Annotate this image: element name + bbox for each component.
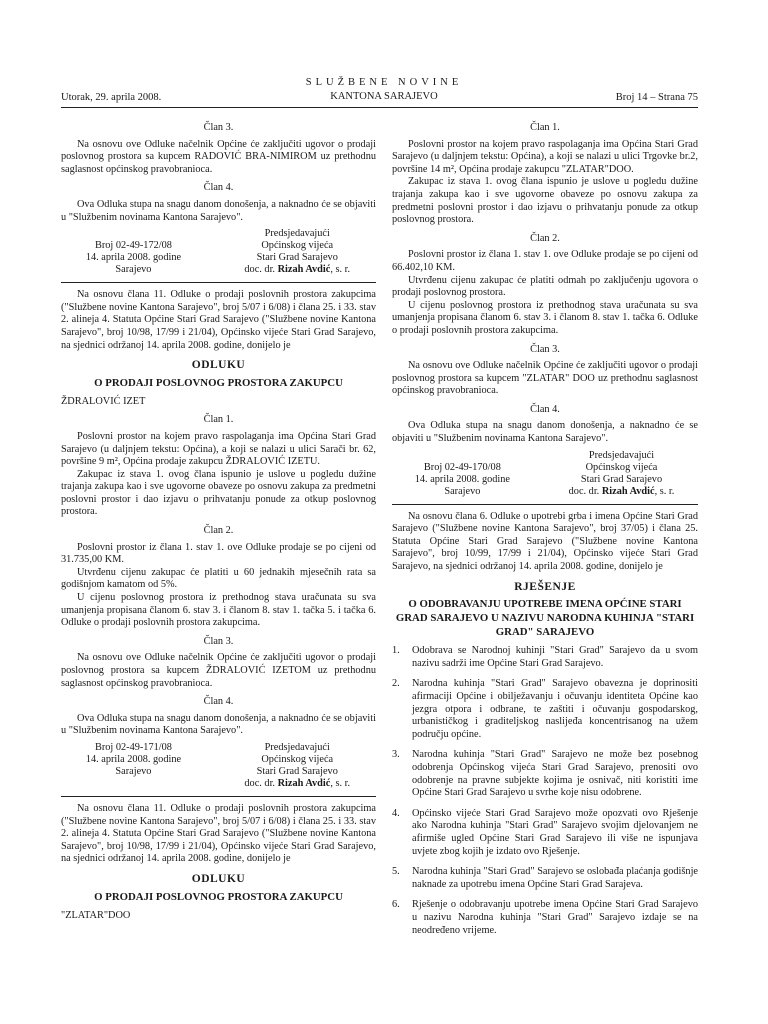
decision-subtitle: O PRODAJI POSLOVNOG PROSTORA ZAKUPCU bbox=[94, 890, 343, 903]
article-heading: Član 1. bbox=[530, 122, 560, 133]
preamble: Na osnovu člana 11. Odluke o prodaji poslovnih prostora zakupcima ("Službene novine Kantona Sarajevo", broj 5/07 i 6/08) i člana 25. i 33. stav 2. alineja 4. Statuta Općine Stari Grad Sarajevo ("Službene novine Kantona Sarajevo", broj 10/98, 17/99 i 21/04), Općinsko vijeće Stari Grad Sarajevo, na sjednici održanoj 14. aprila 2008. godine, donijelo je bbox=[61, 289, 376, 351]
signatory bbox=[219, 228, 377, 276]
section-divider bbox=[392, 504, 698, 505]
signature-block bbox=[392, 450, 698, 498]
article-text: U cijenu poslovnog prostora iz prethodnog stava uračunata su sva umanjenja propisana članom 6. stav 3. i članom 8. stav 1. tačka 6. Odluke o prodaji poslovnih prostora zakupcima. bbox=[392, 299, 698, 336]
article-text: Zakupac iz stava 1. ovog člana ispunio je uslove u pogledu dužine trajanja zakupa kao i sve ugovorne obaveze po osnovu zakupa za predmetni poslovni prostor i dao izjavu o prihvatanju ponude za otkup poslovnog prostora. bbox=[61, 468, 376, 518]
list-item: 1. Odobrava se Narodnoj kuhinji "Stari Grad" Sarajevo da u svom nazivu sadrži ime Općine Stari Grad Sarajevo. bbox=[392, 645, 698, 669]
signatory-role: Predsjedavajući bbox=[264, 741, 330, 753]
article-text: Poslovni prostor na kojem pravo raspolaganja ima Općina Stari Grad Sarajevo (u daljnjem tekstu: Općina), a koji se nalazi u ulici Trgovke br.2, površine 14 m², Općina prodaje zakupcu "ZLATAR"DOO. bbox=[392, 138, 698, 175]
list-item: 2. Narodna kuhinja "Stari Grad" Sarajevo obavezna je doprinositi afirmaciji Općine i obilježavanju i očuvanju identiteta Općine kao jezgra otpora i odbrane, te zaštiti i očuvanju gospodarskog, urbanističkog i graditeljskog naslijeđa koncentrisanog na užem području općine. bbox=[392, 678, 698, 740]
article-heading: Član 3. bbox=[530, 343, 560, 355]
page-number: Broj 14 – Strana 75 bbox=[615, 92, 698, 103]
reference-number: Broj 02-49-172/08 bbox=[94, 240, 172, 252]
reference-place: Sarajevo bbox=[444, 485, 481, 497]
reference-place: Sarajevo bbox=[115, 264, 152, 276]
article-text: Na osnovu ove Odluke načelnik Općine će zaključiti ugovor o prodaji poslovnog prostora sa kupcem ŽDRALOVIĆ IZETOM uz prethodnu saglasnost općinskog pravobranioca. bbox=[61, 652, 376, 689]
article-text: Utvrđenu cijenu zakupac će platiti u 60 jednakih mjesečnih rata sa godišnjom kamatom od 5%. bbox=[61, 566, 376, 591]
article-text: Poslovni prostor na kojem pravo raspolaganja ima Općina Stari Grad Sarajevo (u daljnjem tekstu: Općina), a koji se nalazi u ulici Sarači br. 62, površine 9 m², Općina prodaje zakupcu ŽDRALOVIĆ IZETU. bbox=[61, 430, 376, 468]
document-reference bbox=[61, 228, 206, 276]
left-column bbox=[61, 116, 376, 928]
decision-title: RJEŠENJE bbox=[514, 580, 576, 593]
article-text: Na osnovu ove Odluke načelnik Općine će zaključiti ugovor o prodaji poslovnog prostora sa kupcem "ZLATAR" DOO uz prethodnu saglasnost općinskog pravobranioca. bbox=[392, 360, 698, 397]
article-heading: Član 1. bbox=[203, 414, 234, 426]
article-text: Na osnovu ove Odluke načelnik Općine će zaključiti ugovor o prodaji poslovnog prostora sa kupcem RADOVIĆ BRA-NIMIROM uz prethodnu saglasnost općinskog pravobranioca. bbox=[61, 138, 376, 175]
article-text: Ova Odluka stupa na snagu danom donošenja, a naknadno će se objaviti u "Službenim novinama Kantona Sarajevo". bbox=[61, 198, 376, 223]
decision-title: ODLUKU bbox=[191, 872, 246, 885]
article-heading: Član 3. bbox=[203, 635, 234, 647]
article-heading: Član 3. bbox=[203, 122, 234, 133]
article-text: Utvrđenu cijenu zakupac će platiti odmah po zaključenju ugovora o prodaji poslovnog prostora. bbox=[392, 274, 698, 299]
reference-place: Sarajevo bbox=[115, 765, 152, 777]
publication-title-line1: SLUŽBENE NOVINE bbox=[305, 77, 463, 88]
article-text: Ova Odluka stupa na snagu danom donošenja, a naknadno će se objaviti u "Službenim novinama Kantona Sarajevo". bbox=[61, 712, 376, 737]
signatory-body: Općinskog vijeća bbox=[261, 240, 334, 252]
list-item: 4. Općinsko vijeće Stari Grad Sarajevo može opozvati ovo Rješenje ako Narodna kuhinja "Stari Grad" Sarajevo svojim djelovanjem ne afirmiše ugled Općine Stari Grad Sarajevo ili više ne ispunjava uvjete zbog kojih je izdato ovo Rješenje. bbox=[392, 807, 698, 857]
signatory bbox=[219, 742, 377, 790]
article-heading: Član 4. bbox=[203, 182, 234, 194]
reference-number: Broj 02-49-170/08 bbox=[423, 461, 501, 473]
decision-items bbox=[392, 645, 698, 937]
preamble: Na osnovu člana 6. Odluke o upotrebi grba i imena Općine Stari Grad Sarajevo ("Službene novine Kantona Sarajevo", broj 37/05) i člana 25. Statuta Općine Stari Grad Sarajevo ("Službene novine Kantona Sarajevo", broj 10/99, 17/99 i 21/04), Općinsko vijeće Stari Grad Sarajevo, na sjednici održanoj 14. aprila 2008. godine, donijelo je bbox=[392, 510, 698, 573]
signatory-name: doc. dr. Rizah Avdić, s. r. bbox=[244, 264, 351, 276]
signatory-body: Općinskog vijeća bbox=[585, 461, 658, 473]
buyer-name: ŽDRALOVIĆ IZET bbox=[61, 395, 146, 407]
section-divider bbox=[61, 282, 376, 283]
header-divider bbox=[61, 107, 698, 108]
article-text: Poslovni prostor iz člana 1. stav 1. ove Odluke prodaje se po cijeni od 31.735,00 KM. bbox=[61, 541, 376, 566]
signatory-municipality: Stari Grad Sarajevo bbox=[580, 473, 663, 485]
article-heading: Član 4. bbox=[530, 403, 560, 415]
signatory-name: doc. dr. Rizah Avdić, s. r. bbox=[244, 777, 351, 789]
list-item: 5. Narodna kuhinja "Stari Grad" Sarajevo se oslobađa plaćanja godišnje naknade za upotrebu imena Općine Stari Grad Sarajeva. bbox=[392, 866, 698, 890]
article-heading: Član 2. bbox=[530, 232, 560, 244]
reference-date: 14. aprila 2008. godine bbox=[85, 753, 182, 765]
right-column bbox=[392, 116, 698, 945]
signatory-municipality: Stari Grad Sarajevo bbox=[256, 252, 338, 264]
publication-title-line2: KANTONA SARAJEVO bbox=[330, 91, 438, 102]
article-text: U cijenu poslovnog prostora iz prethodnog stava uračunata su sva umanjenja propisana članom 6. stav 3. i članom 8. stav 1. tačka 5. i tačka 6. Odluke o prodaji poslovnih prostora zakupcima. bbox=[61, 592, 376, 629]
document-reference bbox=[392, 450, 533, 498]
article-heading: Član 4. bbox=[203, 696, 234, 708]
list-item: 3. Narodna kuhinja "Stari Grad" Sarajevo ne može bez posebnog odobrenja Općinskog vijeća Stari Grad Sarajevo, prenositi ovo odobrenje na pravne subjekte kojima je osnivač, niti koristiti ime Općine Stari Grad Sarajevo u svrhe koje nisu odobrene. bbox=[392, 749, 698, 799]
signatory-role: Predsjedavajući bbox=[588, 449, 655, 461]
signature-block bbox=[61, 742, 376, 790]
reference-date: 14. aprila 2008. godine bbox=[414, 473, 510, 485]
buyer-name: "ZLATAR"DOO bbox=[61, 909, 131, 921]
section-divider bbox=[61, 796, 376, 797]
article-text: Ova Odluka stupa na snagu danom donošenja, a naknadno će se objaviti u "Službenim novinama Kantona Sarajevo". bbox=[392, 420, 698, 445]
reference-date: 14. aprila 2008. godine bbox=[85, 252, 182, 264]
decision-subtitle: O ODOBRAVANJU UPOTREBE IMENA OPĆINE STARI GRAD SARAJEVO U NAZIVU NARODNA KUHINJA "STARI GRAD" SARAJEVO bbox=[395, 598, 695, 639]
preamble: Na osnovu člana 11. Odluke o prodaji poslovnih prostora zakupcima ("Službene novine Kantona Sarajevo", broj 5/07 i 6/08) i člana 25. i 33. stav 2. alineja 4. Statuta Općine Stari Grad Sarajevo ("Službene novine Kantona Sarajevo", broj 10/98, 17/99 i 21/04), Općinsko vijeće Stari Grad Sarajevo, na sjednici održanoj 14. aprila 2008. godine, donijelo je bbox=[61, 802, 376, 865]
signatory-body: Općinskog vijeća bbox=[261, 753, 334, 765]
issue-date: Utorak, 29. aprila 2008. bbox=[61, 92, 162, 103]
signatory-municipality: Stari Grad Sarajevo bbox=[256, 765, 338, 777]
article-heading: Član 2. bbox=[203, 525, 234, 537]
signatory-role: Predsjedavajući bbox=[264, 228, 330, 240]
reference-number: Broj 02-49-171/08 bbox=[94, 741, 172, 753]
signatory bbox=[545, 450, 698, 498]
signature-block bbox=[61, 228, 376, 276]
decision-subtitle: O PRODAJI POSLOVNOG PROSTORA ZAKUPCU bbox=[94, 376, 343, 389]
decision-title: ODLUKU bbox=[191, 359, 246, 372]
article-text: Zakupac iz stava 1. ovog člana ispunio je uslove u pogledu dužine trajanja zakupa kao i sve ugovorne obaveze po osnovu zakupa za predmetni poslovni prostor i dao izjavu o prihvatanju ponude za otkup poslovnog prostora. bbox=[392, 176, 698, 226]
document-reference bbox=[61, 742, 206, 790]
article-text: Poslovni prostor iz člana 1. stav 1. ove Odluke prodaje se po cijeni od 66.402,10 KM. bbox=[392, 249, 698, 273]
list-item: 6. Rješenje o odobravanju upotrebe imena Općine Stari Grad Sarajevo u nazivu Narodna kuhinja "Stari Grad" Sarajevo izdaje se na neodređeno vrijeme. bbox=[392, 899, 698, 936]
signatory-name: doc. dr. Rizah Avdić, s. r. bbox=[568, 485, 675, 497]
